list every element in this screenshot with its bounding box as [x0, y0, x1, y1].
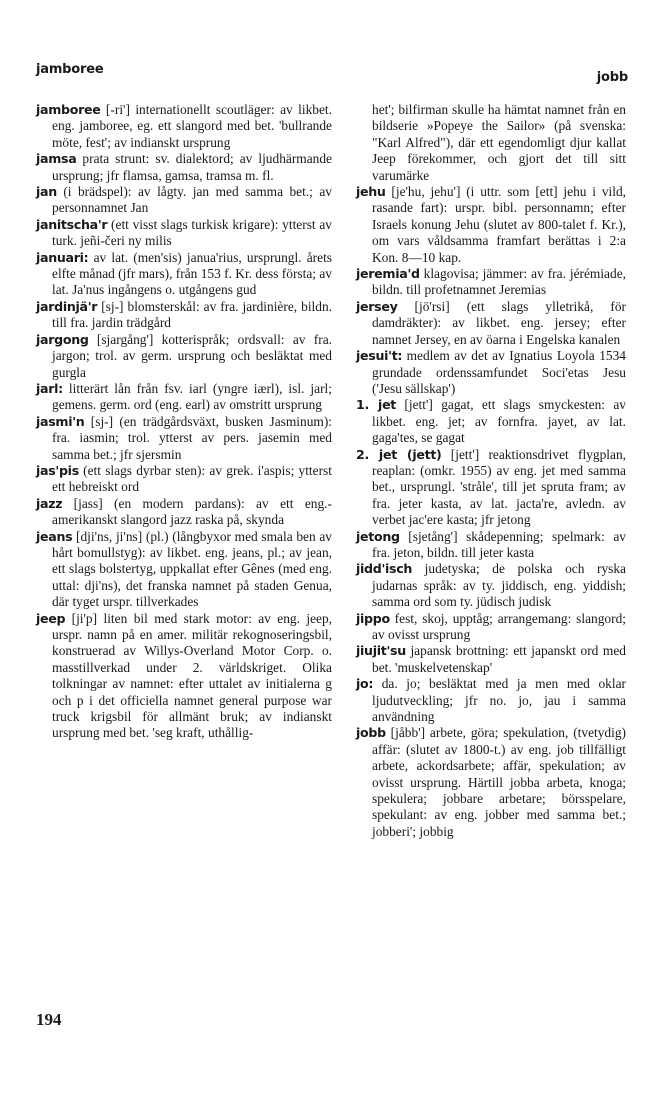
entry-jiddisch: [356, 561, 626, 610]
headword: 1. jet: [356, 397, 397, 413]
entry-jaspis: [36, 463, 332, 496]
definition: [je'hu, jehu'] (i uttr. som [ett] jehu i vild, rasande fart): urspr. bibl. personnamn; efter Israels konung Jehu (slutet av 800-talet f. Kr.), om vars våldsamma framfart berättas i 2:a Kon. 8—10 kap.: [372, 184, 626, 265]
entry-jetong: [356, 529, 626, 562]
definition: [dji'ns, ji'ns] (pl.) (långbyxor med smala ben av hårt bomullstyg): av likbet. eng. jeans, pl.; av jean, ett slags bolstertyg, uppkallat efter Gênes (med eng. uttal: dji'ns), det franska namnet på staden Genua, där tyget urspr. tillverkades: [52, 528, 332, 610]
headword: jamsa: [36, 151, 77, 167]
headword: jeans: [36, 528, 73, 544]
headword: jesui't:: [356, 348, 403, 364]
entry-januari: [36, 250, 332, 299]
headword: jersey: [356, 298, 398, 314]
definition: [jass] (en modern pardans): av ett eng.-amerikanskt slangord jazz raska på, skynda: [52, 495, 332, 528]
headword: jiujit'su: [356, 643, 406, 659]
entry-jarl: [36, 381, 332, 414]
page-number: 194: [36, 1010, 62, 1029]
headword: jidd'isch: [356, 561, 413, 577]
definition: [sj-] blomsterskål: av fra. jardinière, bildn. till fra. jardin trädgård: [52, 298, 332, 331]
headword: jan: [36, 184, 57, 200]
definition: [jett'] gagat, ett slags smyckesten: av likbet. eng. jet; av fornfra. jayet, av lat. gaga'tes, se gagat: [372, 397, 626, 446]
entry-jesuit: [356, 348, 626, 397]
definition: fest, skoj, upptåg; arrangemang: slangord; av ovisst ursprung: [372, 610, 626, 642]
running-head-left: jamboree: [36, 62, 104, 77]
definition: [jö'rsi] (ett slags ylletrikå, för damdräkter): av likbet. eng. jersey; efter namnet Jersey, en av öarna i Engelska kanalen: [372, 298, 626, 347]
definition: medlem av det av Ignatius Loyola 1534 grundade ordenssamfundet Soci'etas Jesu ('Jesu sällskap'): [372, 348, 626, 396]
headword: jasmi'n: [36, 413, 85, 429]
definition: [sjargång'] kotterispråk; ordsvall: av fra. jargon; trol. av germ. ursprung och besläktat med gurgla: [52, 331, 332, 380]
definition: [jett'] reaktionsdrivet flygplan, reaplan: (omkr. 1955) av eng. jet med samma bet., ursprungl. 'stråle', till jet spruta fram; av fra. jeter kasta, av lat. jacta're, avledn. av verbet jac'ere kasta; jfr jetong: [372, 446, 626, 528]
entry-jamsa: [36, 151, 332, 184]
headword: jeremia'd: [356, 266, 420, 282]
definition: prata strunt: sv. dialektord; av ljudhärmande ursprung; jfr flamsa, gamsa, tramsa m. fl.: [52, 151, 332, 183]
entry-janitschar: [36, 217, 332, 250]
entry-jiujitsu: [356, 643, 626, 676]
definition: japansk brottning: ett japanskt ord med bet. 'muskelvetenskap': [372, 643, 626, 675]
entry-jippo: [356, 611, 626, 644]
definition: [-ri'] internationellt scoutläger: av likbet. eng. jamboree, eg. ett slangord med bet. 'bullrande möte, fest'; av indianskt ursprung: [52, 102, 332, 150]
definition: klagovisa; jämmer: av fra. jérémiade, bildn. till profetnamnet Jeremias: [372, 266, 626, 298]
entry-jet-1: [356, 397, 626, 446]
headword: jehu: [356, 184, 386, 200]
definition: [jåbb'] arbete, göra; spekulation, (tvetydig) affär: (slutet av 1800-t.) av eng. job tillfälligt arbete, ackordsarbete; affär, spekulation; av ovisst ursprung. Härtill jobba arbeta, knoga; spekulera; jobbare arbetare; börsspelare, spekulant: av eng. jobber med samma bet.; jobberi'; jobbig: [372, 725, 626, 839]
definition: da. jo; besläktat med ja men med oklar ljudutveckling; jfr no. jo, jau i samma användning: [372, 676, 626, 725]
left-column: [36, 102, 332, 742]
entry-jeep: [36, 611, 332, 742]
running-head-right: jobb: [596, 70, 628, 85]
definition: (ett slags dyrbar sten): av grek. i'aspis; ytterst ett hebreiskt ord: [52, 462, 332, 495]
entry-jasmin: [36, 414, 332, 463]
definition: (i brädspel): av lågty. jan med samma bet.; av personnamnet Jan: [52, 184, 332, 216]
entry-jazz: [36, 496, 332, 529]
headword: jazz: [36, 495, 63, 511]
headword: janitscha'r: [36, 216, 108, 232]
right-column: [356, 102, 626, 840]
headword: jardinjä'r: [36, 298, 98, 314]
entry-jersey: [356, 299, 626, 348]
headword: jarl:: [36, 380, 63, 396]
entry-continuation: het'; bilfirman skulle ha hämtat namnet från en bildserie »Popeye the Sailor» (på svenska: "Karl Alfred"), där ett egendomligt djur kallat Jeep förekommer, och gjort det till sitt varumärke: [372, 102, 626, 183]
definition: av lat. (men'sis) janua'rius, ursprungl. årets elfte månad (jfr mars), från 153 f. Kr. dess första; av lat. Ja'nus ingångens o. utgångens gud: [52, 249, 332, 298]
entry-jo: [356, 676, 626, 725]
entry-jobb: [356, 725, 626, 840]
entry-jamboree: [36, 102, 332, 151]
entry-jeans: [36, 529, 332, 611]
headword: januari:: [36, 249, 89, 265]
definition: [sj-] (en trädgårdsväxt, busken Jasminum): fra. iasmin; trol. ytterst av pers. jasemin med samma bet.; jfr sjersmin: [52, 413, 332, 462]
headword: jippo: [356, 610, 390, 626]
definition: [ji'p] liten bil med stark motor: av eng. jeep, urspr. namn på en amer. militär rekognoseringsbil, konstruerad av Willys-Overland Motor Corp. o. masstillverkad under 2. världskriget. Olika tolkningar av namnet: efter uttalet av initialerna g och p i det officiella namnet general purpose war truck krigsbil för allmänt bruk; av indianskt ursprung med bet. 'seg kraft, uthållig-: [52, 610, 332, 741]
headword: jeep: [36, 610, 66, 626]
definition: [sjetång'] skådepenning; spelmark: av fra. jeton, bildn. till jeter kasta: [372, 528, 626, 560]
entry-jan: [36, 184, 332, 217]
entry-jehu: [356, 184, 626, 266]
headword: jamboree: [36, 102, 101, 117]
entry-jeremiad: [356, 266, 626, 299]
definition: judetyska; de polska och ryska judarnas språk: av ty. jiddisch, eng. yiddish; samma ord som ty. jüdisch judisk: [372, 561, 626, 610]
headword: jetong: [356, 528, 400, 544]
headword: jo:: [356, 676, 374, 692]
headword: jas'pis: [36, 462, 79, 478]
definition: litterärt lån från fsv. iarl (yngre iærl), isl. jarl; gemens. germ. ord (eng. earl) av omstritt ursprung: [52, 380, 332, 413]
headword: 2. jet (jett): [356, 446, 442, 462]
entry-jet-2: [356, 447, 626, 529]
headword: jargong: [36, 331, 89, 347]
entry-jardinjar: [36, 299, 332, 332]
entry-jargong: [36, 332, 332, 381]
headword: jobb: [356, 725, 386, 741]
definition: (ett visst slags turkisk krigare): ytterst av turk. jeñi-čeri ny milis: [52, 216, 332, 249]
